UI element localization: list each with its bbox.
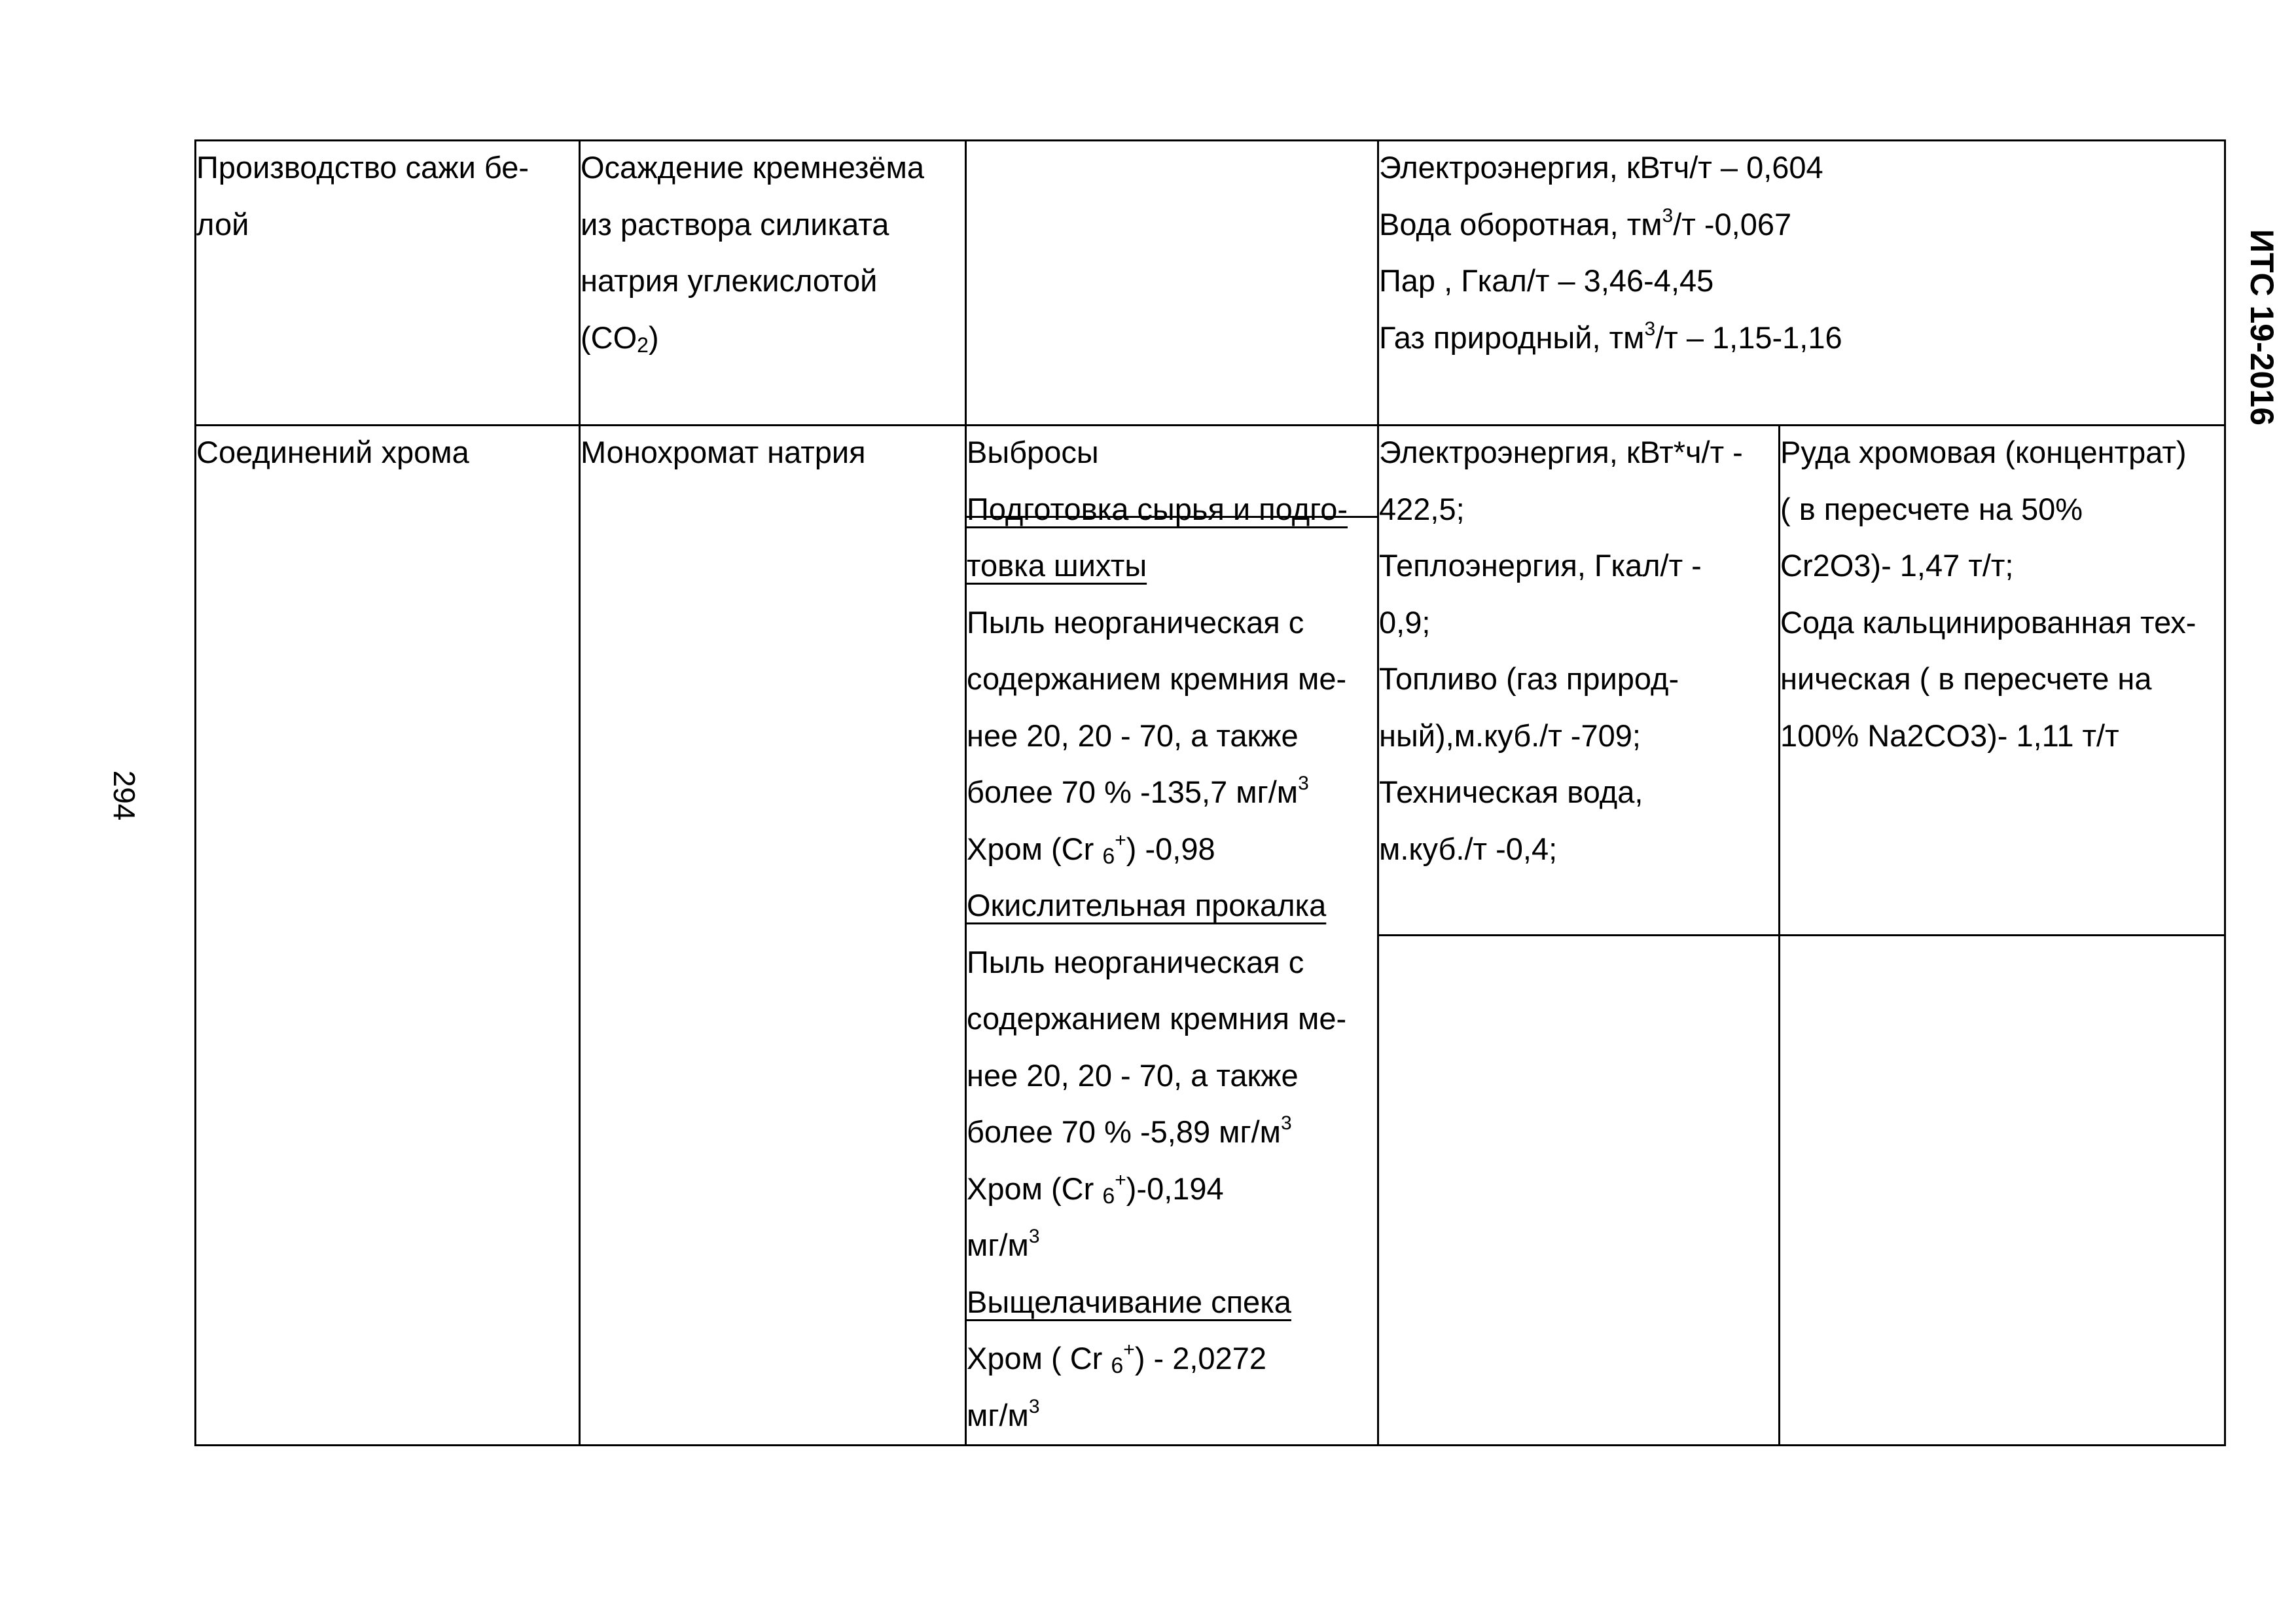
resource-gas: Газ природный, $тм^3/т - 1,15-1,16$ (1379, 318, 1842, 355)
cell-line: Cr2O3)- 1,47 т/т; (1780, 548, 2014, 583)
emission-line: нее 20, 20 - 70, а также (967, 718, 1299, 753)
emission-line: более 70 % -5,89 $мг/м^3$ (967, 1112, 1292, 1149)
emission-line: содержанием кремния ме- (967, 661, 1347, 696)
emission-line: $мг/м^3$ (967, 1226, 1040, 1262)
data-table (194, 139, 2226, 1445)
emission-line: Пыль неорганическая с (967, 604, 1304, 640)
emissions-section-title: товка шихты (967, 548, 1147, 583)
table-border-bottom (194, 1444, 2226, 1446)
emission-line: содержанием кремния ме- (967, 1001, 1347, 1036)
production-cell (196, 424, 576, 481)
cell-line: натрия углекислотой (581, 263, 878, 298)
page-number: 294 (107, 770, 141, 821)
emission-line: Хром ( Cr $_6$+) - 2,0272 (967, 1339, 1266, 1378)
cell-line: Производство сажи бе- (196, 150, 529, 185)
cell-line: Соединений хрома (196, 435, 469, 469)
cell-line: Осаждение кремнезёма (581, 150, 924, 185)
resource-steam: Пар , Гкал/т – 3,46-4,45 (1379, 263, 1714, 298)
cell-line: ническая ( в пересчете на (1780, 661, 2152, 696)
resource-electricity: Электроэнергия, кВтч/т – 0,604 (1379, 150, 1823, 185)
cell-line: Сода кальцинированная тех- (1780, 604, 2197, 640)
cell-line: м.куб./т -0,4; (1379, 831, 1558, 866)
resource-water: Вода оборотная, $тм^3/т$ -0,067 (1379, 204, 1792, 242)
chemical-formula: $(CO_2)$ (581, 319, 659, 357)
emissions-section-title: Окислительная прокалка (967, 888, 1327, 922)
document-code: ИТС 19-2016 (2244, 229, 2280, 426)
cell-line: Теплоэнергия, Гкал/т - (1379, 548, 1702, 583)
energy-cell (1379, 424, 1777, 877)
resource-subdivider (1378, 934, 2226, 936)
cell-line: ( в пересчете на 50% (1780, 491, 2083, 526)
cell-line: Руда хромовая (концентрат) (1780, 435, 2187, 469)
cell-line: Монохромат натрия (581, 435, 866, 469)
resources-cell (1379, 139, 2223, 366)
cell-line: ный),м.куб./т -709; (1379, 718, 1641, 753)
emission-line: Хром (Cr $_6$+) -0,98 (967, 829, 1215, 869)
emission-line: нее 20, 20 - 70, а также (967, 1057, 1299, 1093)
cell-line: Техническая вода, (1379, 775, 1643, 809)
process-cell (581, 424, 963, 481)
cell-line: 422,5; (1379, 491, 1465, 526)
emissions-section-title: Подготовка сырья и подго- (967, 491, 1348, 526)
cell-line: лой (196, 206, 249, 242)
emission-line: Пыль неорганическая с (967, 944, 1304, 979)
materials-cell (1780, 424, 2224, 764)
cell-line: Электроэнергия, кВт*ч/т - (1379, 435, 1743, 469)
production-cell (196, 139, 576, 253)
emission-line: Хром (Cr $_6$+)-0,194 (967, 1169, 1224, 1209)
emissions-section-title: Выщелачивание спека (967, 1284, 1291, 1319)
table-border-left (194, 139, 196, 1446)
cell-line: Топливо (газ природ- (1379, 661, 1679, 696)
cell-line: из раствора силиката (581, 206, 889, 242)
table-border-right (2224, 139, 2226, 1446)
cell-line: 0,9; (1379, 604, 1431, 640)
cell-line: 100% Na2CO3)- 1,11 т/т (1780, 718, 2119, 753)
process-cell (581, 139, 963, 366)
emissions-heading: Выбросы (967, 435, 1099, 469)
emission-line: более 70 % -135,7 $мг/м^3$ (967, 773, 1309, 809)
emissions-cell (967, 424, 1376, 1444)
emission-line: $мг/м^3$ (967, 1395, 1040, 1432)
